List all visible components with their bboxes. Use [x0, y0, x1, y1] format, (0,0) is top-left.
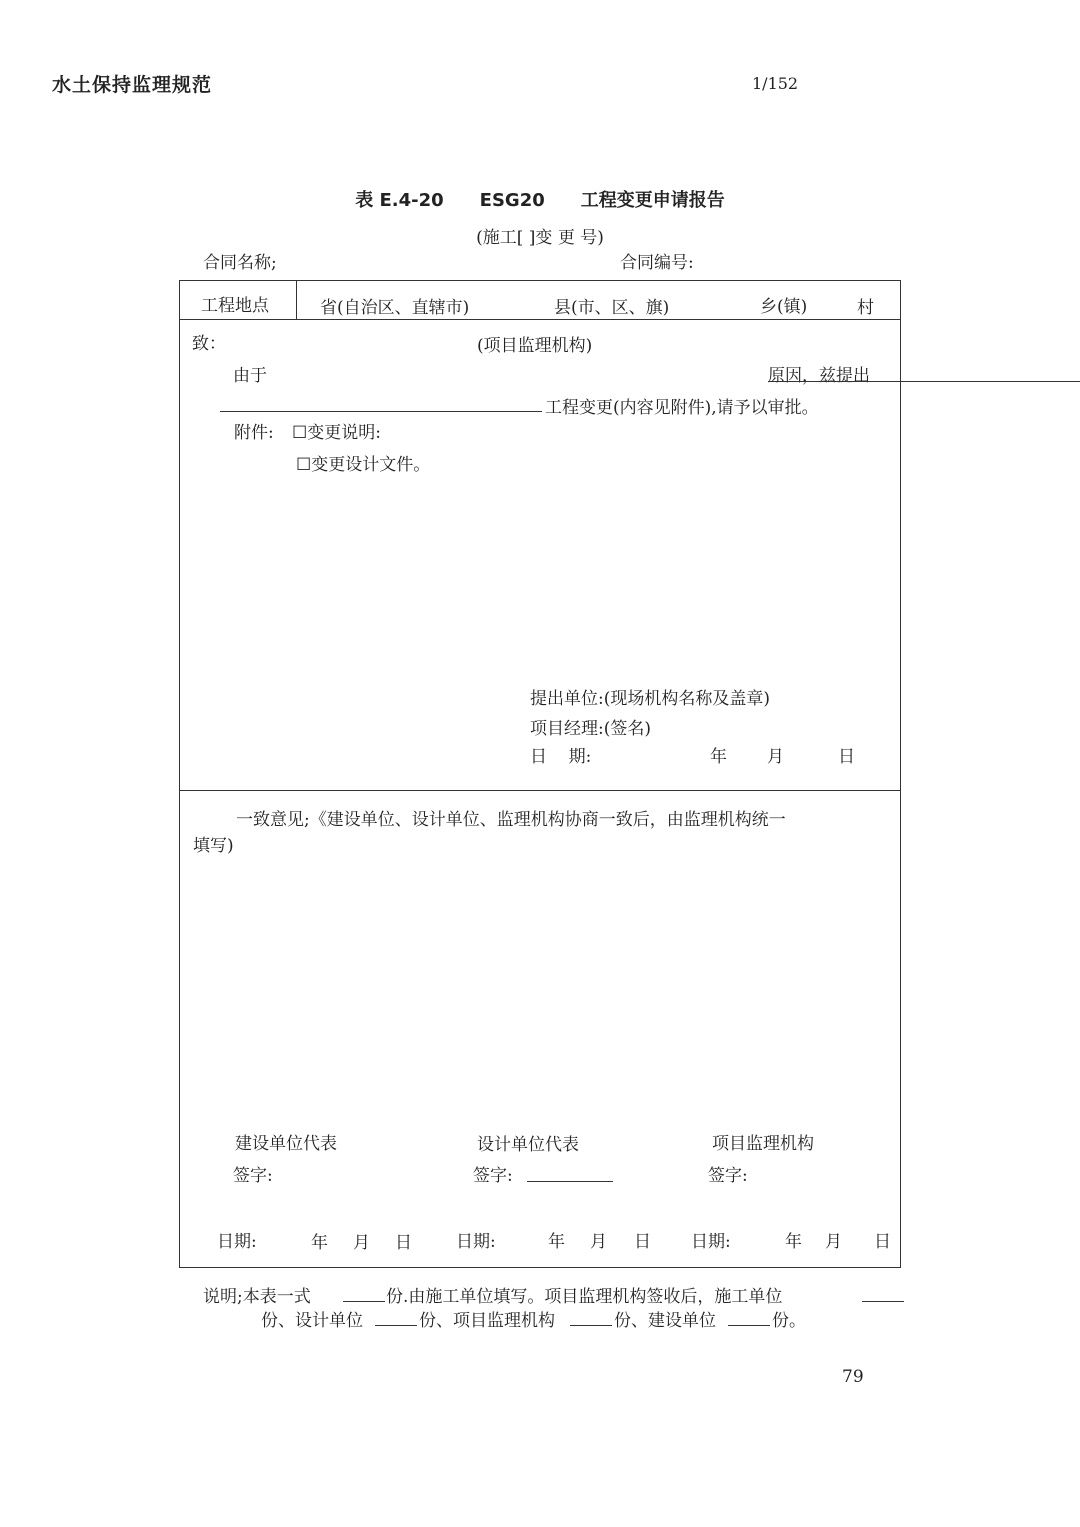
due-to-label: 由于: [233, 366, 267, 386]
contract-name-label: 合同名称;: [203, 253, 277, 273]
form-title-name: 工程变更申请报告: [580, 190, 725, 211]
notes-line1-b: 份.由施工单位填写。项目监理机构签收后，施工单位: [386, 1287, 783, 1307]
page-counter: 1/152: [752, 74, 799, 93]
notes-blank-3: [375, 1325, 417, 1326]
change-request-text: 工程变更(内容见附件),请予以审批。: [545, 398, 819, 418]
supervisor-date-label: 日期:: [691, 1232, 731, 1252]
builder-rep-label: 建设单位代表: [235, 1134, 337, 1154]
notes-blank-1: [343, 1301, 385, 1302]
designer-date-month: 月: [590, 1232, 607, 1252]
notes-line2-d: 份。: [772, 1311, 806, 1331]
to-label: 致：: [192, 334, 226, 354]
designer-rep-label: 设计单位代表: [477, 1135, 579, 1155]
location-label: 工程地点: [201, 296, 269, 316]
supervisor-date-month: 月: [825, 1232, 842, 1252]
form-title-esg: ESG20: [479, 190, 545, 211]
page-number: 79: [842, 1367, 864, 1387]
attachment-label: 附件:: [234, 423, 274, 443]
supervisor-sign-label: 签字:: [708, 1166, 748, 1186]
notes-blank-4: [570, 1325, 612, 1326]
reason-label: 原因，兹提出: [768, 366, 870, 386]
request-date-day: 日: [838, 747, 855, 767]
builder-date-year: 年: [311, 1233, 328, 1253]
reason-underline: [768, 381, 1080, 382]
designer-date-label: 日期:: [456, 1232, 496, 1252]
notes-line2-c: 份、建设单位: [614, 1311, 716, 1331]
location-township: 乡(镇): [760, 297, 808, 317]
form-subtitle: (施工[ ]变 更 号): [476, 228, 604, 248]
notes-line2-a: 份、设计单位: [261, 1311, 363, 1331]
builder-date-day: 日: [395, 1233, 412, 1253]
location-village: 村: [857, 298, 874, 318]
location-county: 县(市、区、旗): [554, 298, 670, 318]
notes-line1-a: 说明;本表一式: [203, 1287, 311, 1307]
attachment-design-files[interactable]: ☐变更设计文件。: [296, 455, 431, 475]
form-title-code: 表 E.4-20: [355, 190, 444, 211]
request-date-year: 年: [710, 747, 727, 767]
attachment-change-description[interactable]: ☐变更说明:: [292, 423, 381, 443]
form-title: [0, 186, 1080, 212]
supervisor-label: 项目监理机构: [712, 1134, 814, 1154]
builder-sign-label: 签字:: [233, 1166, 273, 1186]
project-manager-label: 项目经理:(签名): [530, 719, 651, 739]
submitter-label: 提出单位:(现场机构名称及盖章): [530, 689, 770, 709]
row-divider-opinion: [180, 790, 900, 791]
column-divider-location: [296, 281, 297, 319]
contract-number-label: 合同编号:: [620, 253, 694, 273]
form-table: [179, 280, 901, 1268]
builder-date-label: 日期:: [217, 1232, 257, 1252]
designer-signature-line: [527, 1181, 613, 1182]
notes-blank-2: [862, 1301, 904, 1302]
location-province: 省(自治区、直辖市): [320, 298, 470, 318]
designer-sign-label: 签字:: [473, 1166, 513, 1186]
supervisor-date-day: 日: [874, 1232, 891, 1252]
notes-line2-b: 份、项目监理机构: [419, 1311, 555, 1331]
request-date-label: 日 期:: [530, 747, 592, 767]
opinion-text-line2: 填写): [193, 836, 234, 856]
supervisor-date-year: 年: [785, 1232, 802, 1252]
recipient-label: (项目监理机构): [477, 336, 593, 356]
notes-blank-5: [728, 1325, 770, 1326]
document-title: 水土保持监理规范: [52, 74, 213, 96]
change-name-blank: [220, 411, 542, 412]
designer-date-year: 年: [548, 1232, 565, 1252]
row-divider-location: [180, 319, 900, 320]
designer-date-day: 日: [634, 1232, 651, 1252]
request-date-month: 月: [767, 747, 784, 767]
opinion-text-line1: 一致意见;《建设单位、设计单位、监理机构协商一致后，由监理机构统一: [236, 810, 786, 830]
builder-date-month: 月: [353, 1233, 370, 1253]
